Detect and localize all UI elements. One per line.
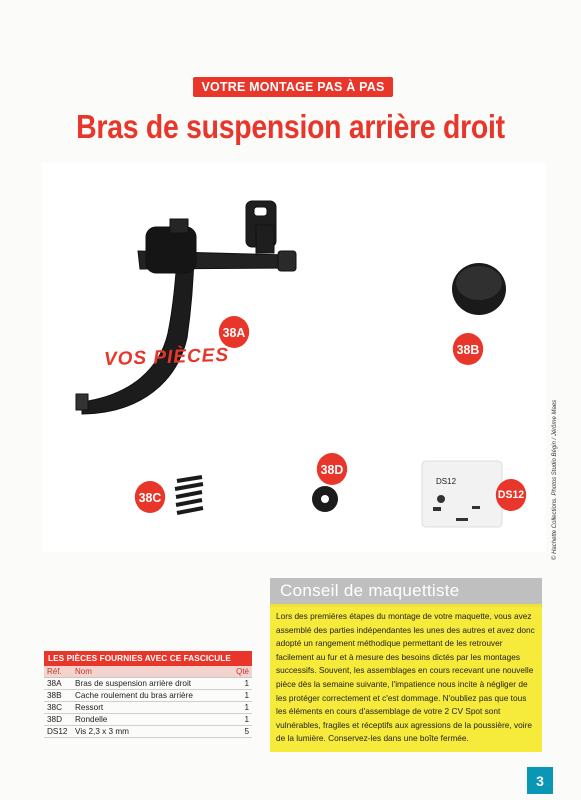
tag-38c: 38C [135, 481, 165, 513]
table-row [44, 690, 252, 702]
cell-ref: 38B [44, 690, 72, 702]
suspension-arm-image [76, 201, 296, 414]
washer-image [312, 486, 338, 512]
parts-table-heading: LES PIÈCES FOURNIES AVEC CE FASCICULE [44, 651, 252, 666]
col-name: Nom [72, 666, 232, 678]
cell-name: Ressort [72, 702, 232, 714]
screws-bag-image [422, 461, 502, 527]
tag-ds12: DS12 [496, 479, 526, 511]
cell-qty: 1 [232, 702, 252, 714]
advice-title: Conseil de maquettiste [270, 578, 542, 607]
cell-qty: 5 [232, 726, 252, 738]
parts-photo [42, 163, 546, 552]
parts-table [44, 666, 252, 738]
bag-label: DS12 [436, 477, 457, 486]
parts-heading: VOS PIÈCES [103, 344, 230, 371]
tag-38d: 38D [317, 453, 347, 485]
cell-qty: 1 [232, 714, 252, 726]
page-title: Bras de suspension arrière droit [76, 108, 505, 145]
cell-name: Vis 2,3 x 3 mm [72, 726, 232, 738]
advice-box [270, 578, 542, 752]
cell-name: Cache roulement du bras arrière [72, 690, 232, 702]
table-row [44, 726, 252, 738]
photo-credit: © Hachette Collections. Photos Studio Bégin / Jérôme Maes [552, 399, 558, 560]
table-row [44, 702, 252, 714]
bearing-cap-image [452, 263, 506, 315]
cell-ref: 38A [44, 678, 72, 690]
cell-ref: 38D [44, 714, 72, 726]
page-number: 3 [527, 767, 553, 794]
table-row [44, 678, 252, 690]
advice-text: Lors des premières étapes du montage de votre maquette, vous avez assemblé des parties indépendantes les unes des autres et avez donc adopté un rangement méthodique permettant de les retrouver facilement au fur et à mesure des besoins dictés par les montages successifs. Souvent, les assemblages en cours recevant une nouvelle pièce dès la semaine suivante, l'impatience nous incite à négliger de les protéger correctement et c'est dommage. N'oubliez pas que tous les éléments en cours d'assemblage de votre 2 CV Spot sont vulnérables, fragiles et réceptifs aux agressions de la poussière, voire de la lumière. Conservez-les dans une boîte fermée. [270, 607, 542, 752]
cell-ref: DS12 [44, 726, 72, 738]
section-banner: VOTRE MONTAGE PAS À PAS [193, 77, 393, 97]
table-row [44, 714, 252, 726]
cell-name: Rondelle [72, 714, 232, 726]
cell-name: Bras de suspension arrière droit [72, 678, 232, 690]
cell-ref: 38C [44, 702, 72, 714]
cell-qty: 1 [232, 690, 252, 702]
parts-table-box [44, 651, 252, 738]
col-ref: Réf. [44, 666, 72, 678]
spring-image [175, 477, 203, 513]
col-qty: Qté [232, 666, 252, 678]
cell-qty: 1 [232, 678, 252, 690]
tag-38b: 38B [453, 333, 483, 365]
tag-38a: 38A [219, 316, 249, 348]
